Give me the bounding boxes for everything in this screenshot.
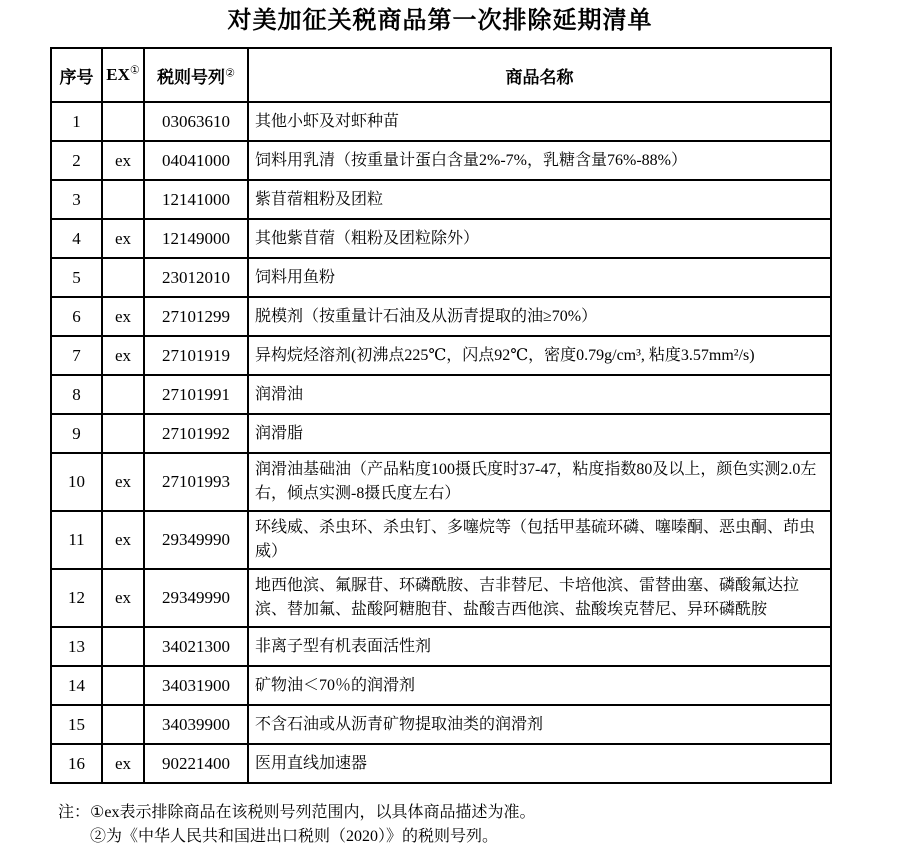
- cell-product-name: 润滑油: [248, 375, 831, 414]
- cell-product-name: 饲料用鱼粉: [248, 258, 831, 297]
- cell-tariff-code: 12149000: [144, 219, 248, 258]
- cell-tariff-code: 03063610: [144, 102, 248, 141]
- footnote-lines: [90, 801, 830, 849]
- table-row: [51, 375, 831, 414]
- cell-product-name: 脱模剂（按重量计石油及从沥青提取的油≥70%）: [248, 297, 831, 336]
- cell-product-name: 紫苜蓿粗粉及团粒: [248, 180, 831, 219]
- cell-tariff-code: 34031900: [144, 666, 248, 705]
- cell-tariff-code: 29349990: [144, 569, 248, 627]
- table-row: [51, 666, 831, 705]
- table-row: [51, 219, 831, 258]
- table-row: [51, 297, 831, 336]
- cell-serial-number: 15: [51, 705, 102, 744]
- cell-tariff-code: 34039900: [144, 705, 248, 744]
- cell-product-name: 医用直线加速器: [248, 744, 831, 783]
- table-row: [51, 744, 831, 783]
- cell-ex: [102, 705, 144, 744]
- cell-serial-number: 5: [51, 258, 102, 297]
- cell-serial-number: 6: [51, 297, 102, 336]
- cell-product-name: 其他小虾及对虾种苗: [248, 102, 831, 141]
- cell-product-name: 地西他滨、氟脲苷、环磷酰胺、吉非替尼、卡培他滨、雷替曲塞、磷酸氟达拉滨、替加氟、盐酸阿糖胞苷、盐酸吉西他滨、盐酸埃克替尼、异环磷酰胺: [248, 569, 831, 627]
- cell-product-name: 润滑油基础油（产品粘度100摄氏度时37-47，粘度指数80及以上，颜色实测2.0左右，倾点实测-8摄氏度左右）: [248, 453, 831, 511]
- cell-ex: ex: [102, 511, 144, 569]
- cell-serial-number: 2: [51, 141, 102, 180]
- cell-tariff-code: 23012010: [144, 258, 248, 297]
- cell-tariff-code: 27101299: [144, 297, 248, 336]
- cell-serial-number: 10: [51, 453, 102, 511]
- cell-product-name: 环线威、杀虫环、杀虫钉、多噻烷等（包括甲基硫环磷、噻嗪酮、恶虫酮、茚虫威）: [248, 511, 831, 569]
- cell-serial-number: 16: [51, 744, 102, 783]
- cell-serial-number: 8: [51, 375, 102, 414]
- cell-ex: [102, 627, 144, 666]
- table-row: [51, 569, 831, 627]
- cell-tariff-code: 27101919: [144, 336, 248, 375]
- header-ex-footnote-mark: ①: [129, 64, 140, 77]
- header-tariff-code: [144, 48, 248, 102]
- cell-serial-number: 11: [51, 511, 102, 569]
- table-row: [51, 453, 831, 511]
- cell-serial-number: 4: [51, 219, 102, 258]
- cell-ex: [102, 180, 144, 219]
- cell-ex: [102, 666, 144, 705]
- table-row: [51, 705, 831, 744]
- cell-serial-number: 12: [51, 569, 102, 627]
- cell-ex: ex: [102, 141, 144, 180]
- cell-ex: ex: [102, 744, 144, 783]
- footnote-2: ②为《中华人民共和国进出口税则（2020）》的税则号列。: [90, 828, 499, 845]
- cell-tariff-code: 34021300: [144, 627, 248, 666]
- table-row: [51, 180, 831, 219]
- cell-product-name: 非离子型有机表面活性剂: [248, 627, 831, 666]
- cell-product-name: 润滑脂: [248, 414, 831, 453]
- header-tariff-code-label: 税则号列: [157, 67, 226, 87]
- cell-serial-number: 9: [51, 414, 102, 453]
- header-product-name: 商品名称: [248, 48, 831, 102]
- cell-tariff-code: 29349990: [144, 511, 248, 569]
- table-header-row: [51, 48, 831, 102]
- table-row: [51, 511, 831, 569]
- table-row: [51, 258, 831, 297]
- cell-ex: ex: [102, 297, 144, 336]
- cell-product-name: 其他紫苜蓿（粗粉及团粒除外）: [248, 219, 831, 258]
- cell-product-name: 不含石油或从沥青矿物提取油类的润滑剂: [248, 705, 831, 744]
- table-row: [51, 102, 831, 141]
- cell-serial-number: 1: [51, 102, 102, 141]
- table-row: [51, 141, 831, 180]
- table-row: [51, 414, 831, 453]
- cell-ex: ex: [102, 336, 144, 375]
- cell-tariff-code: 12141000: [144, 180, 248, 219]
- cell-product-name: 异构烷烃溶剂(初沸点225℃，闪点92℃，密度0.79g/cm³, 粘度3.57mm²/s): [248, 336, 831, 375]
- footnote-1: ①ex表示排除商品在该税则号列范围内，以具体商品描述为准。: [90, 804, 536, 821]
- cell-tariff-code: 27101993: [144, 453, 248, 511]
- cell-ex: ex: [102, 453, 144, 511]
- document-title: 对美加征关税商品第一次排除延期清单: [227, 8, 653, 34]
- table-row: [51, 627, 831, 666]
- header-tariff-code-footnote-mark: ②: [225, 66, 235, 79]
- footnote-label: 注：: [58, 804, 91, 821]
- cell-ex: [102, 414, 144, 453]
- cell-product-name: 饲料用乳清（按重量计蛋白含量2%-7%，乳糖含量76%-88%）: [248, 141, 831, 180]
- cell-product-name: 矿物油＜70％的润滑剂: [248, 666, 831, 705]
- table-row: [51, 336, 831, 375]
- cell-tariff-code: 90221400: [144, 744, 248, 783]
- footnotes: [50, 801, 830, 849]
- header-ex-label: EX: [106, 65, 130, 84]
- header-ex: [102, 48, 144, 102]
- tariff-exclusion-table: [50, 47, 832, 784]
- cell-serial-number: 3: [51, 180, 102, 219]
- cell-tariff-code: 27101991: [144, 375, 248, 414]
- cell-ex: ex: [102, 569, 144, 627]
- header-serial-number: 序号: [51, 48, 102, 102]
- cell-tariff-code: 04041000: [144, 141, 248, 180]
- cell-ex: ex: [102, 219, 144, 258]
- cell-ex: [102, 375, 144, 414]
- cell-ex: [102, 258, 144, 297]
- cell-serial-number: 7: [51, 336, 102, 375]
- cell-serial-number: 14: [51, 666, 102, 705]
- cell-tariff-code: 27101992: [144, 414, 248, 453]
- cell-serial-number: 13: [51, 627, 102, 666]
- cell-ex: [102, 102, 144, 141]
